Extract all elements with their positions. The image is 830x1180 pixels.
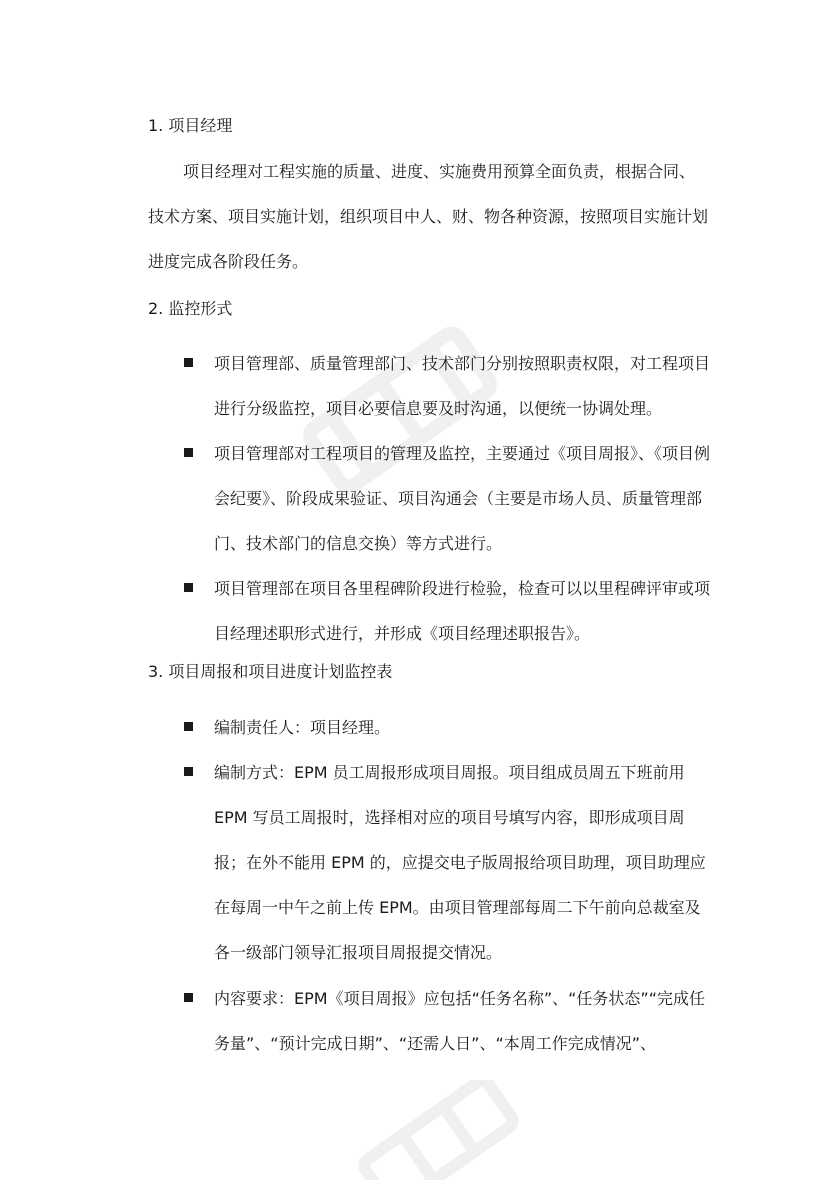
section-3-heading: 3. 项目周报和项目进度计划监控表 (148, 662, 393, 681)
section-1-heading: 1. 项目经理 (148, 116, 233, 135)
square-bullet-icon (184, 993, 193, 1002)
bullet-text: 项目管理部在项目各里程碑阶段进行检验，检查可以以里程碑评审或项目经理述职形式进行，并形成《项目经理述职报告》。 (214, 579, 711, 643)
section-1-paragraph-text: 项目经理对工程实施的质量、进度、实施费用预算全面负责，根据合同、技术方案、项目实施计划，组织项目中人、财、物各种资源，按照项目实施计划进度完成各阶段任务。 (148, 162, 709, 271)
bullet-text: 项目管理部对工程项目的管理及监控，主要通过《项目周报》、《项目例会纪要》、阶段成果验证、项目沟通会（主要是市场人员、质量管理部门、技术部门的信息交换）等方式进行。 (214, 444, 711, 553)
bullet-text: 编制方式：EPM 员工周报形成项目周报。项目组成员周五下班前用EPM 写员工周报时，选择相对应的项目号填写内容，即形成项目周报；在外不能用 EPM 的，应提交电子版周报给项目助理，项目助理应在每周一中午之前上传 EPM。由项目管理部每周二下午前向总裁室及各一级部门领导汇报项目周报提交情况。 (214, 763, 706, 962)
square-bullet-icon (184, 722, 193, 731)
section-2-heading: 2. 监控形式 (148, 299, 233, 318)
square-bullet-icon (184, 448, 193, 457)
bullet-text: 编制责任人：项目经理。 (214, 718, 391, 737)
bullet-text: 内容要求：EPM《项目周报》应包括“任务名称”、“任务状态”“完成任务量”、“预计完成日期”、“还需人日”、“本周工作完成情况”、 (214, 989, 706, 1053)
section-1-paragraph (148, 149, 708, 284)
watermark-logo-bottom (330, 1080, 530, 1180)
square-bullet-icon (184, 767, 193, 776)
square-bullet-icon (184, 358, 193, 367)
square-bullet-icon (184, 583, 193, 592)
bullet-text: 项目管理部、质量管理部门、技术部门分别按照职责权限，对工程项目进行分级监控，项目必要信息要及时沟通，以便统一协调处理。 (214, 354, 711, 418)
